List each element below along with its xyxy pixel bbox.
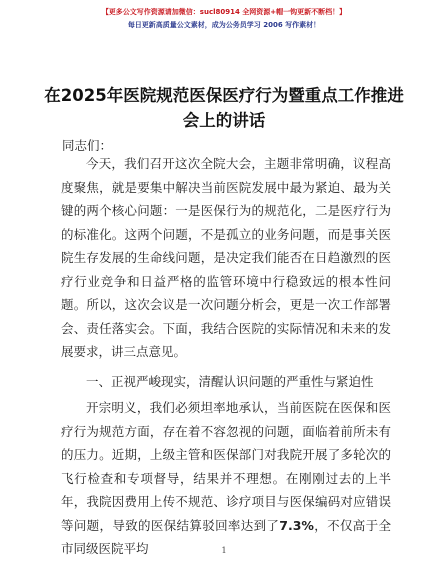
section-heading-1: 一、正视严峻现实，清醒认识问题的严重性与紧迫性 bbox=[86, 374, 374, 389]
promo-banner-line-1: 【更多公文写作资源请加微信：sucl80914 全网资源+帽一钩更新不断档！】 bbox=[101, 8, 347, 16]
paragraph-section-1-text-a: 开宗明义，我们必须坦率地承认，当前医院在医保和医疗行为规范方面，存在着不容忽视的问题，面临着前所未有的压力。近期，上级主管和医保部门对我院开展了多轮次的飞行检查和专项督导，结果并不理想。在刚刚过去的上半年，我院因费用上传不规范、诊疗项目与医保编码对应错误等问题，导致的医保结算驳回率达到了 bbox=[61, 400, 391, 533]
promo-banner bbox=[0, 6, 448, 31]
salutation: 同志们： bbox=[62, 138, 113, 153]
paragraph-intro: 今天，我们召开这次全院大会，主题非常明确，议程高度聚焦，就是要集中解决当前医院发展中最为紧迫、最为关键的两个核心问题：一是医保行为的规范化，二是医疗行为的标准化。这两个问题，不是孤立的业务问题，而是事关医院生存发展的生命线问题，是决定我们能否在日趋激烈的医疗行业竞争和日益严格的监管环境中行稳致远的根本性问题。所以，这次会议是一次问题分析会，更是一次工作部署会、责任落实会。下面，我结合医院的实际情况和未来的发展要求，讲三点意见。 bbox=[61, 156, 391, 359]
paragraph-section-1 bbox=[61, 396, 391, 561]
paragraph-section-1-text-b: ，不仅高于全市同级医院平均 bbox=[61, 517, 391, 556]
page-number: 1 bbox=[221, 546, 227, 555]
rejection-rate-value: 7.3% bbox=[279, 517, 314, 533]
document-title: 在2025年医院规范医保医疗行为暨重点工作推进会上的讲话 bbox=[44, 86, 404, 130]
promo-banner-line-2: 每日更新高质量公文素材，成为公务员学习 2006 写作素材！ bbox=[127, 21, 321, 29]
